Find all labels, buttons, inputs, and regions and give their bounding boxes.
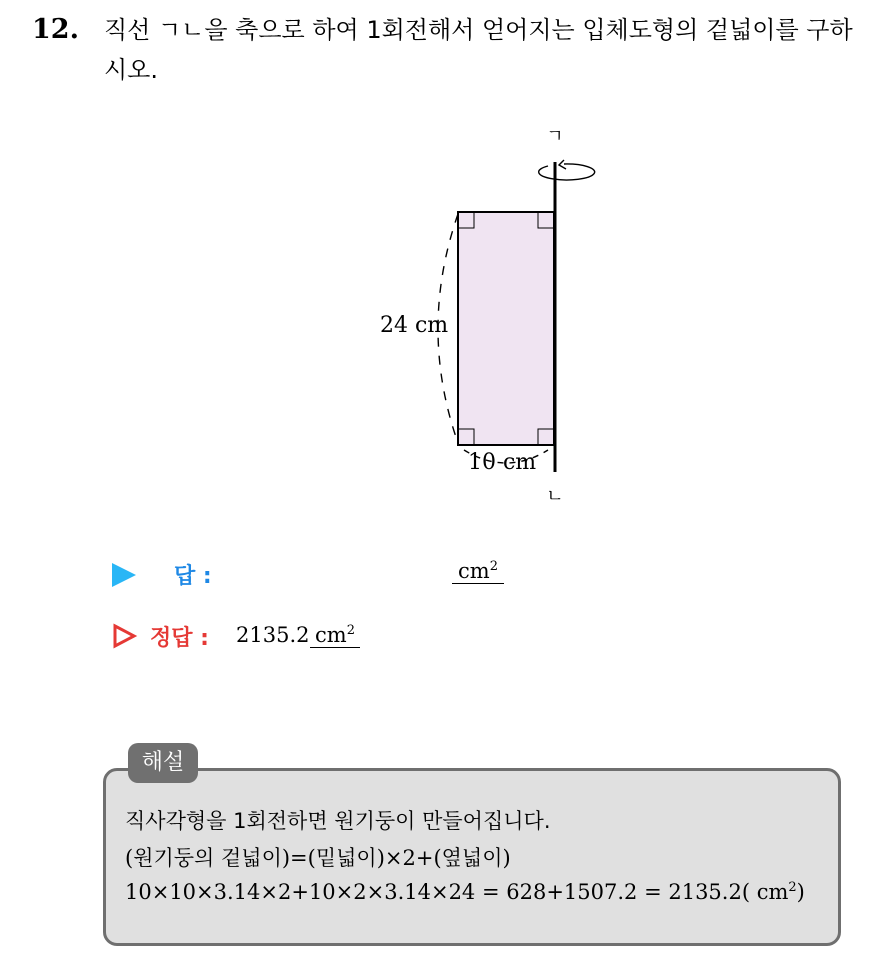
explanation-formula: 10×10×3.14×2+10×2×3.14×24 = 628+1507.2 = 2135.2( cm — [125, 880, 789, 904]
axis-bottom-label: ㄴ — [546, 486, 564, 507]
explanation-tab: 해설 — [128, 743, 198, 783]
question-text: 직선 ㄱㄴ을 축으로 하여 1회전해서 얻어지는 입체도형의 겉넓이를 구하시오. — [104, 16, 853, 84]
answer-row — [112, 555, 562, 591]
answer-unit-exponent: 2 — [489, 559, 498, 574]
question-number: 12. — [32, 14, 79, 45]
explanation-close-paren: ) — [796, 880, 805, 904]
correct-unit — [310, 623, 360, 648]
outline-triangle-icon — [112, 623, 138, 649]
answer-input-blank[interactable] — [452, 559, 504, 584]
width-label: 10 cm — [468, 450, 537, 475]
rotation-figure — [360, 120, 620, 524]
rotation-arrow-icon — [539, 164, 595, 180]
axis-top-label: ㄱ — [546, 126, 564, 147]
correct-label: 정답 : — [150, 626, 209, 651]
correct-value: 2135.2 — [236, 623, 310, 647]
explanation-line-1: 직사각형을 1회전하면 원기둥이 만들어집니다. — [125, 809, 551, 833]
explanation-line-2: (원기둥의 겉넓이)=(밑넓이)×2+(옆넓이) — [125, 846, 511, 870]
rectangle-shape — [458, 212, 554, 445]
play-triangle-icon — [112, 563, 136, 587]
explanation-line-3 — [125, 880, 805, 904]
explanation-unit-exponent: 2 — [788, 880, 797, 895]
figure-svg — [360, 120, 620, 520]
correct-unit-exponent: 2 — [346, 623, 355, 638]
correct-answer-row — [112, 617, 562, 653]
answer-unit-text: cm — [458, 559, 490, 583]
answer-label: 답 : — [174, 564, 212, 589]
height-label: 24 cm — [380, 313, 449, 338]
correct-unit-text: cm — [315, 623, 347, 647]
